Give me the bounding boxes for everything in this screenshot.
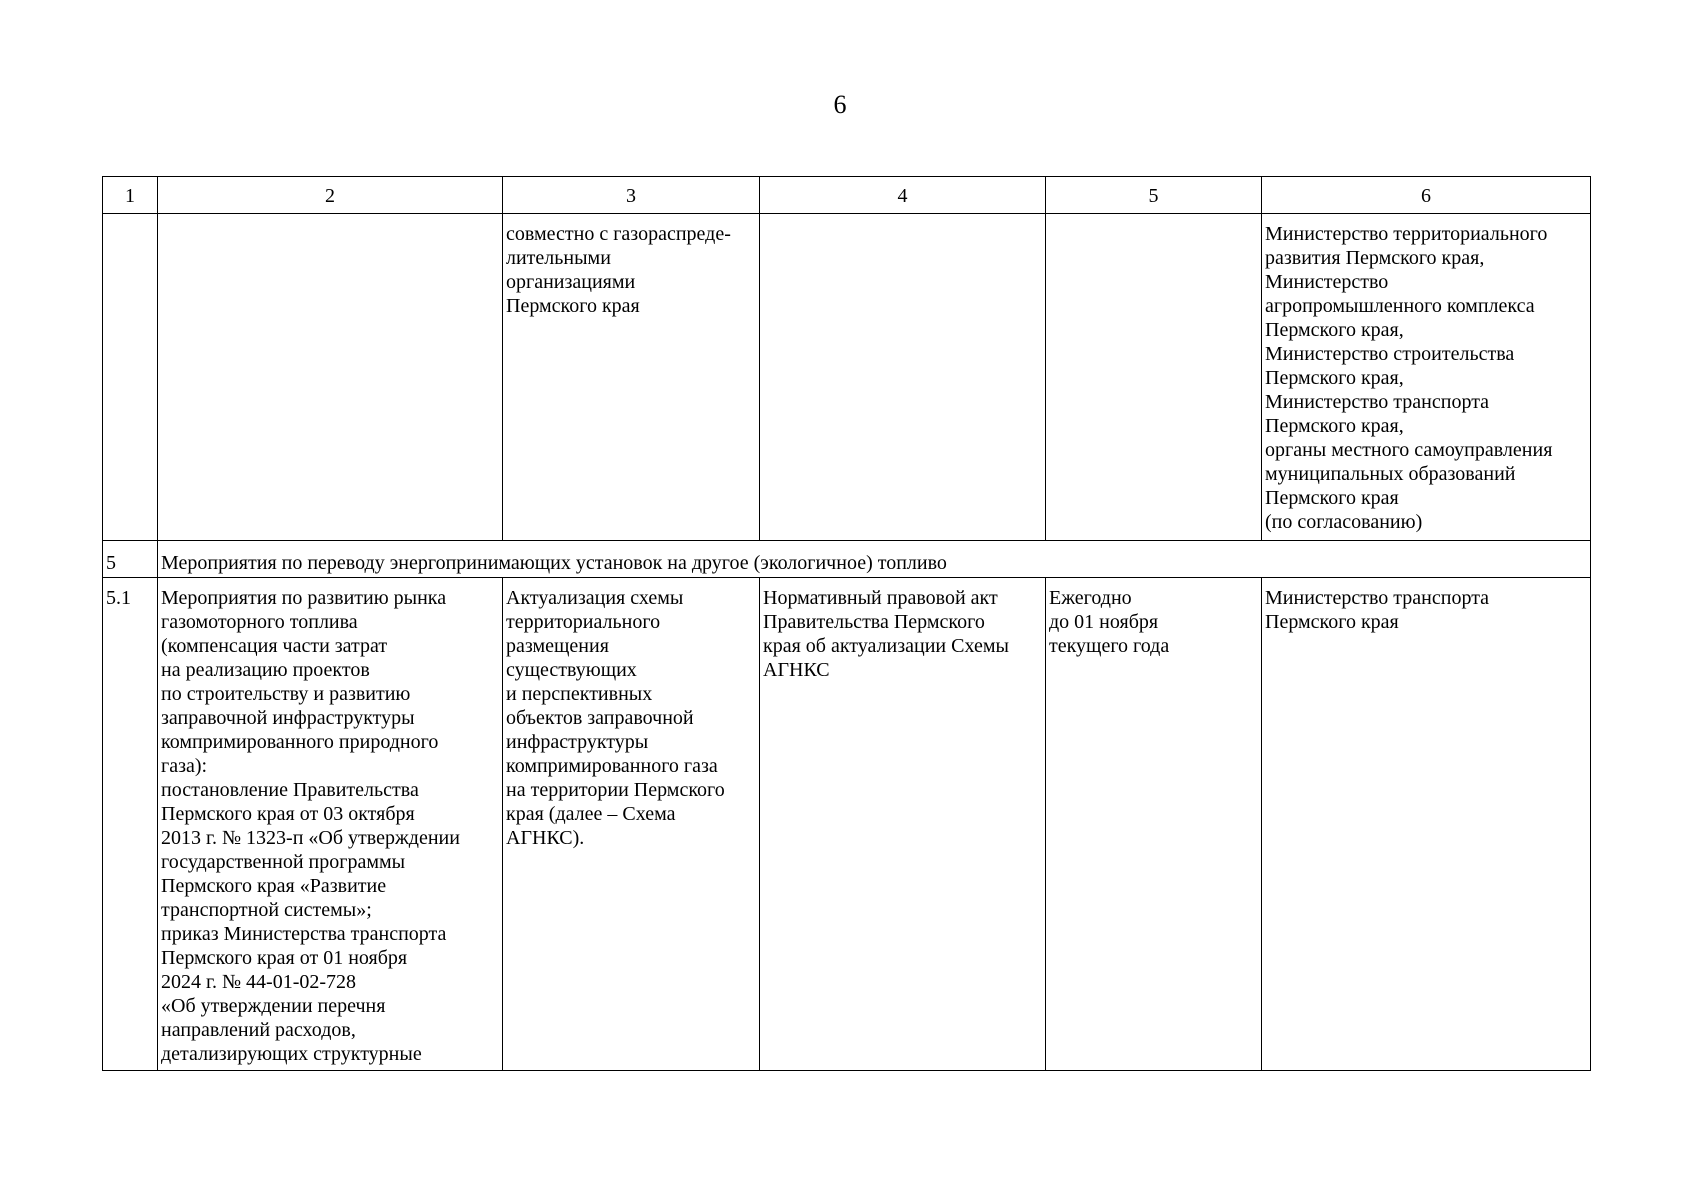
cell-text-line: инфраструктуры (506, 731, 649, 753)
cell-responsible (1262, 578, 1591, 1071)
cell-text-line: Министерство транспорта (1265, 587, 1490, 609)
cell-document (760, 578, 1046, 1071)
cell-text-line: (по согласованию) (1265, 511, 1423, 533)
cell-text-line: на территории Пермского (506, 779, 725, 801)
cell-text-line: (компенсация части затрат (161, 635, 388, 657)
cell-measure (158, 214, 503, 541)
measures-table (102, 176, 1591, 1071)
cell-text-line: АГНКС). (506, 827, 585, 849)
cell-text-line: компримированного природного (161, 731, 439, 753)
cell-text-line: Пермского края (506, 295, 640, 317)
table-row-continuation (103, 214, 1591, 541)
cell-text-line: агропромышленного комплекса (1265, 295, 1535, 317)
cell-text-line: Актуализация схемы (506, 587, 684, 609)
cell-action (503, 578, 760, 1071)
cell-text-line: Пермского края, (1265, 367, 1404, 389)
cell-text-line: 2024 г. № 44-01-02-728 (161, 971, 357, 993)
cell-deadline (1046, 578, 1262, 1071)
cell-text-line: АГНКС (763, 659, 830, 681)
cell-text-line: детализирующих структурные (161, 1043, 422, 1065)
cell-text-line: организациями (506, 271, 636, 293)
cell-text-line: органы местного самоуправления (1265, 439, 1553, 461)
cell-document (760, 214, 1046, 541)
header-col-3: 3 (503, 177, 760, 214)
cell-text-line: размещения (506, 635, 609, 657)
cell-text-line: Пермского края, (1265, 415, 1404, 437)
cell-text-line: Пермского края от 03 октября (161, 803, 415, 825)
section-number: 5 (103, 541, 158, 578)
cell-text-line: Нормативный правовой акт (763, 587, 998, 609)
cell-deadline (1046, 214, 1262, 541)
cell-text-line: Мероприятия по развитию рынка (161, 587, 447, 609)
header-col-6: 6 (1262, 177, 1591, 214)
section-title: Мероприятия по переводу энергопринимающих установок на другое (экологичное) топливо (158, 541, 1591, 578)
cell-responsible (1262, 214, 1591, 541)
header-col-5: 5 (1046, 177, 1262, 214)
cell-measure (158, 578, 503, 1071)
cell-text-line: развития Пермского края, (1265, 247, 1485, 269)
cell-text-line: Пермского края, (1265, 319, 1404, 341)
cell-text-line: направлений расходов, (161, 1019, 356, 1041)
cell-text-line: Пермского края «Развитие (161, 875, 387, 897)
header-col-2: 2 (158, 177, 503, 214)
table-row-5-1 (103, 578, 1591, 1071)
cell-text-line: Министерство строительства (1265, 343, 1515, 365)
cell-text-line: Ежегодно (1049, 587, 1132, 609)
cell-text-line: 2013 г. № 1323-п «Об утверждении (161, 827, 460, 849)
cell-text-line: Пермского края (1265, 611, 1399, 633)
cell-text-line: на реализацию проектов (161, 659, 370, 681)
cell-text-line: по строительству и развитию (161, 683, 411, 705)
row-number: 5.1 (103, 578, 158, 1071)
cell-text-line: «Об утверждении перечня (161, 995, 386, 1017)
cell-text-line: транспортной системы»; (161, 899, 372, 921)
cell-action (503, 214, 760, 541)
cell-text-line: газомоторного топлива (161, 611, 358, 633)
header-col-1: 1 (103, 177, 158, 214)
cell-text-line: до 01 ноября (1049, 611, 1159, 633)
cell-text-line: текущего года (1049, 635, 1170, 657)
cell-text-line: Министерство территориального (1265, 223, 1548, 245)
cell-text-line: объектов заправочной (506, 707, 694, 729)
cell-text-line: территориального (506, 611, 661, 633)
page-number: 6 (833, 90, 847, 119)
cell-text-line: края об актуализации Схемы (763, 635, 1009, 657)
table-row-section (103, 541, 1591, 578)
cell-text-line: Пермского края от 01 ноября (161, 947, 408, 969)
cell-text-line: Министерство транспорта (1265, 391, 1490, 413)
cell-text-line: компримированного газа (506, 755, 718, 777)
cell-text-line: и перспективных (506, 683, 653, 705)
cell-text-line: края (далее – Схема (506, 803, 676, 825)
cell-text-line: Пермского края (1265, 487, 1399, 509)
cell-text-line: лительными (506, 247, 611, 269)
cell-text-line: муниципальных образований (1265, 463, 1516, 485)
cell-text-line: приказ Министерства транспорта (161, 923, 447, 945)
header-col-4: 4 (760, 177, 1046, 214)
cell-text-line: постановление Правительства (161, 779, 419, 801)
cell-text-line: Правительства Пермского (763, 611, 985, 633)
cell-text-line: существующих (506, 659, 637, 681)
cell-text-line: газа): (161, 755, 208, 777)
table-header-row (103, 177, 1591, 214)
cell-text-line: государственной программы (161, 851, 406, 873)
cell-text-line: Министерство (1265, 271, 1389, 293)
cell-text-line: совместно с газораспреде- (506, 223, 731, 245)
cell-number (103, 214, 158, 541)
cell-text-line: заправочной инфраструктуры (161, 707, 415, 729)
